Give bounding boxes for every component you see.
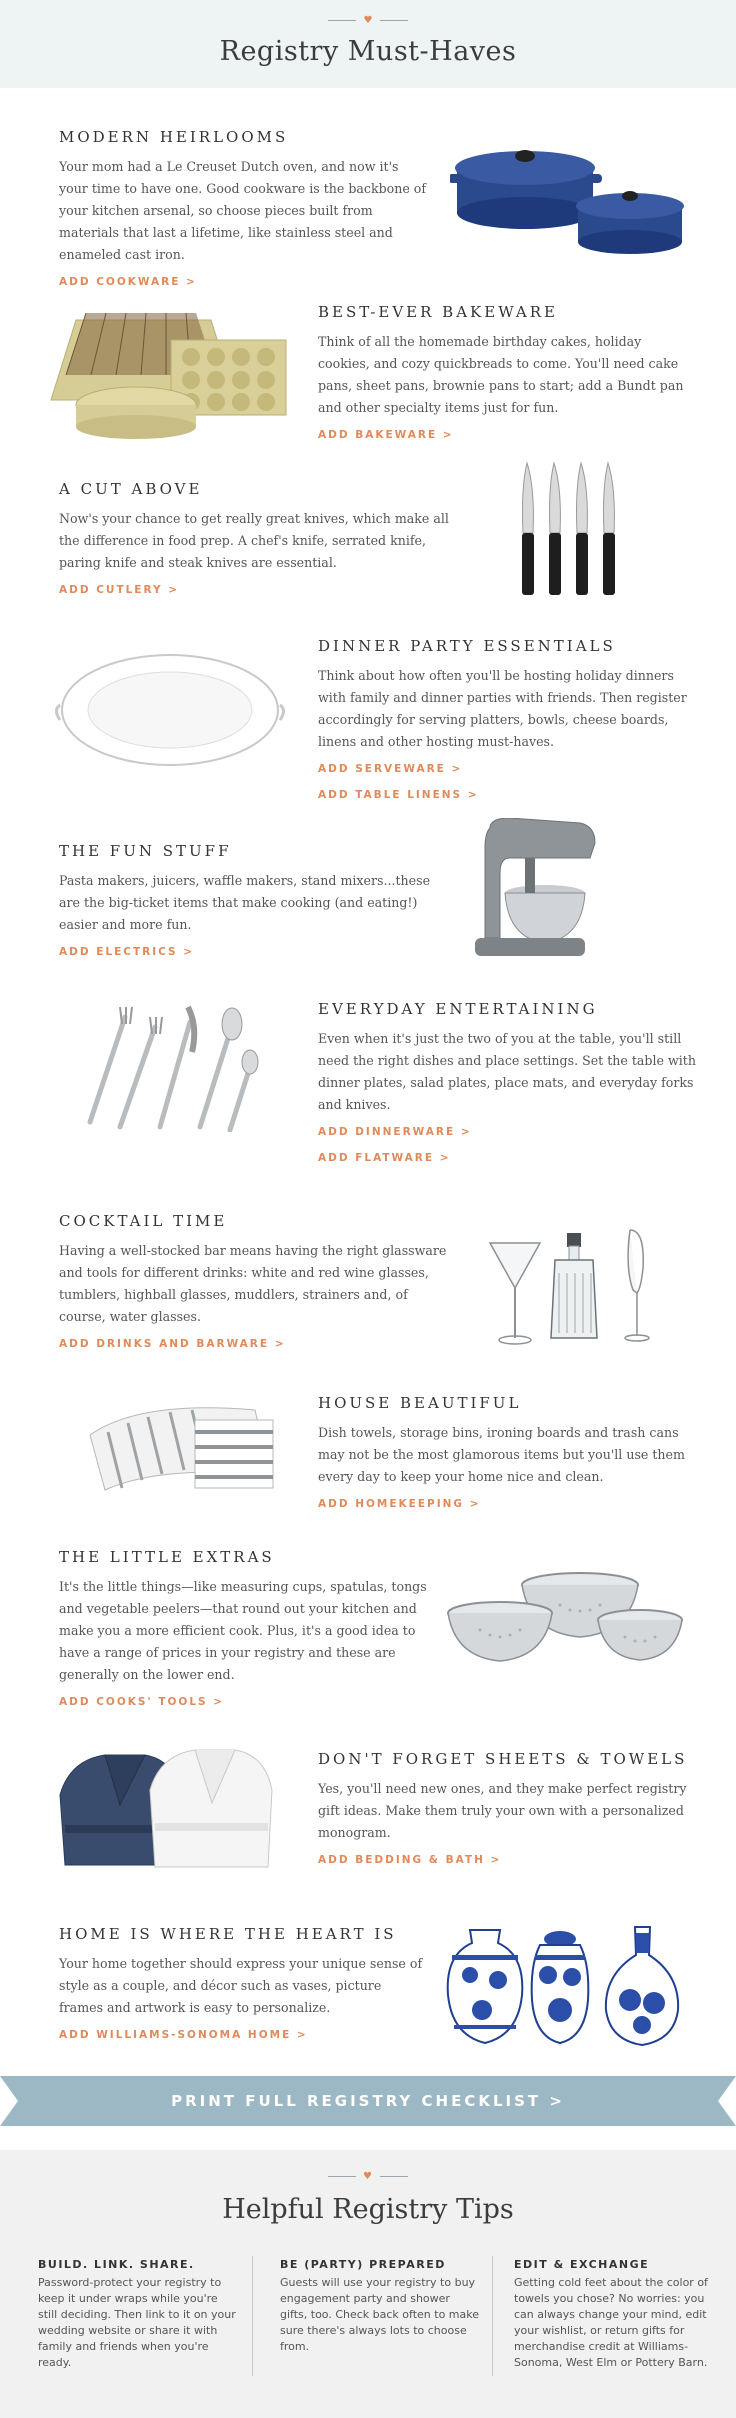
bakeware-image bbox=[46, 305, 296, 440]
add-williams-sonoma-home-link[interactable]: ADD WILLIAMS-SONOMA HOME > bbox=[59, 2029, 308, 2041]
tips-ornament bbox=[328, 2172, 408, 2182]
flatware-image bbox=[80, 1002, 260, 1132]
vases-image bbox=[440, 1925, 690, 2050]
tips-section bbox=[0, 2150, 736, 2418]
section-body: Your mom had a Le Creuset Dutch oven, and now it's your time to have one. Good cookware is the backbone of your kitchen arsenal, so choose pieces built from materials that last a lifetime, like stainless steel and enameled cast iron. bbox=[59, 159, 427, 262]
tip-heading: BUILD. LINK. SHARE. bbox=[38, 2258, 195, 2271]
heart-icon: ♥ bbox=[363, 2171, 372, 2182]
section-modern-heirlooms bbox=[59, 128, 429, 288]
tips-title: Helpful Registry Tips bbox=[222, 2194, 514, 2225]
glassware-image bbox=[485, 1228, 665, 1353]
cookware-image bbox=[450, 138, 690, 258]
section-the-little-extras bbox=[59, 1548, 429, 1708]
add-serveware-link[interactable]: ADD SERVEWARE > bbox=[318, 763, 463, 775]
section-heading: HOME IS WHERE THE HEART IS bbox=[59, 1925, 397, 1943]
colanders-image bbox=[440, 1565, 690, 1675]
add-bakeware-link[interactable]: ADD BAKEWARE > bbox=[318, 429, 454, 441]
section-body: Having a well-stocked bar means having the right glassware and tools for different drinks: white and red wine glasses, tumblers, highball glasses, muddlers, strainers and, of course, water glasses. bbox=[59, 1243, 447, 1324]
bathrobes-image bbox=[50, 1745, 280, 1875]
section-body: Now's your chance to get really great knives, which make all the difference in food prep. A chef's knife, serrated knife, paring knife and steak knives are essential. bbox=[59, 511, 449, 570]
section-body: Your home together should express your unique sense of style as a couple, and décor such as vases, picture frames and artwork is easy to personalize. bbox=[59, 1956, 423, 2015]
section-body: Yes, you'll need new ones, and they make perfect registry gift ideas. Make them truly your own with a personalized monogram. bbox=[318, 1781, 687, 1840]
add-bedding-bath-link[interactable]: ADD BEDDING & BATH > bbox=[318, 1854, 502, 1866]
add-electrics-link[interactable]: ADD ELECTRICS > bbox=[59, 946, 195, 958]
section-heading: THE FUN STUFF bbox=[59, 842, 232, 860]
section-heading: A CUT ABOVE bbox=[59, 480, 203, 498]
tip-body: Getting cold feet about the color of towels you chose? No worries: you can always change your mind, edit your wishlist, or return gifts for merchandise credit at Williams-Sonoma, West Elm or Pottery Barn. bbox=[514, 2276, 708, 2369]
tip-divider bbox=[492, 2256, 493, 2376]
section-heading: BEST-EVER BAKEWARE bbox=[318, 303, 558, 321]
section-the-fun-stuff bbox=[59, 842, 439, 958]
print-checklist-button[interactable]: PRINT FULL REGISTRY CHECKLIST > bbox=[171, 2092, 565, 2110]
section-body: Even when it's just the two of you at the table, you'll still need the right dishes and place settings. Set the table with dinner plates, salad plates, place mats, and everyday forks and knives. bbox=[318, 1031, 696, 1112]
section-house-beautiful bbox=[318, 1394, 696, 1510]
section-heading: DINNER PARTY ESSENTIALS bbox=[318, 637, 616, 655]
section-body: Think of all the homemade birthday cakes, holiday cookies, and cozy quickbreads to come. You'll need cake pans, sheet pans, brownie pans to start; add a Bundt pan and other specialty items just for fun. bbox=[318, 334, 684, 415]
page-title: Registry Must-Haves bbox=[219, 36, 517, 67]
add-cutlery-link[interactable]: ADD CUTLERY > bbox=[59, 584, 180, 596]
header-ornament bbox=[328, 16, 408, 26]
tip-divider bbox=[252, 2256, 253, 2376]
tip-body: Password-protect your registry to keep it under wraps while you're still deciding. Then link to it on your wedding website or share it with family and friends when you're ready. bbox=[38, 2276, 236, 2369]
tip-heading: BE (PARTY) PREPARED bbox=[280, 2258, 446, 2271]
section-home-heart bbox=[59, 1925, 429, 2041]
add-flatware-link[interactable]: ADD FLATWARE > bbox=[318, 1152, 451, 1164]
section-heading: HOUSE BEAUTIFUL bbox=[318, 1394, 522, 1412]
add-table-linens-link[interactable]: ADD TABLE LINENS > bbox=[318, 789, 479, 801]
section-a-cut-above bbox=[59, 480, 459, 596]
add-cookware-link[interactable]: ADD COOKWARE > bbox=[59, 276, 197, 288]
tip-heading: EDIT & EXCHANGE bbox=[514, 2258, 650, 2271]
ornament-line-left bbox=[328, 20, 356, 21]
serving-platter-image bbox=[55, 650, 285, 770]
tip-build-link-share bbox=[38, 2258, 238, 2371]
dish-towels-image bbox=[80, 1390, 280, 1500]
section-best-ever-bakeware bbox=[318, 303, 690, 441]
section-body: Dish towels, storage bins, ironing boards and trash cans may not be the most glamorous items but you'll use them every day to keep your home nice and clean. bbox=[318, 1425, 685, 1484]
section-heading: THE LITTLE EXTRAS bbox=[59, 1548, 275, 1566]
section-heading: DON'T FORGET SHEETS & TOWELS bbox=[318, 1750, 688, 1768]
add-cooks-tools-link[interactable]: ADD COOKS' TOOLS > bbox=[59, 1696, 225, 1708]
section-cocktail-time bbox=[59, 1212, 449, 1350]
ornament-line-right bbox=[380, 20, 408, 21]
section-heading: EVERYDAY ENTERTAINING bbox=[318, 1000, 598, 1018]
header-band bbox=[0, 0, 736, 88]
tip-body: Guests will use your registry to buy engagement party and shower gifts, too. Check back often to make sure there's always lots to choose from. bbox=[280, 2276, 479, 2353]
section-sheets-towels bbox=[318, 1750, 696, 1866]
add-drinks-barware-link[interactable]: ADD DRINKS AND BARWARE > bbox=[59, 1338, 286, 1350]
section-heading: MODERN HEIRLOOMS bbox=[59, 128, 289, 146]
section-body: It's the little things—like measuring cups, spatulas, tongs and vegetable peelers—that round out your kitchen and make you a more efficient cook. Plus, it's a good idea to have a range of prices in your registry and these are generally on the lower end. bbox=[59, 1579, 427, 1682]
ornament-line-right bbox=[380, 2176, 408, 2177]
ornament-line-left bbox=[328, 2176, 356, 2177]
add-homekeeping-link[interactable]: ADD HOMEKEEPING > bbox=[318, 1498, 481, 1510]
heart-icon: ♥ bbox=[363, 15, 373, 26]
section-dinner-party-essentials bbox=[318, 637, 696, 801]
tip-be-party-prepared bbox=[280, 2258, 480, 2355]
section-everyday-entertaining bbox=[318, 1000, 696, 1164]
knives-image bbox=[515, 458, 625, 608]
section-body: Think about how often you'll be hosting holiday dinners with family and dinner parties with friends. Then register accordingly for serving platters, bowls, cheese boards, linens and other hosting must-haves. bbox=[318, 668, 687, 749]
tip-edit-exchange bbox=[514, 2258, 714, 2371]
section-body: Pasta makers, juicers, waffle makers, stand mixers...these are the big-ticket items that make cooking (and eating!) easier and more fun. bbox=[59, 873, 431, 932]
stand-mixer-image bbox=[470, 818, 600, 968]
section-heading: COCKTAIL TIME bbox=[59, 1212, 228, 1230]
add-dinnerware-link[interactable]: ADD DINNERWARE > bbox=[318, 1126, 472, 1138]
